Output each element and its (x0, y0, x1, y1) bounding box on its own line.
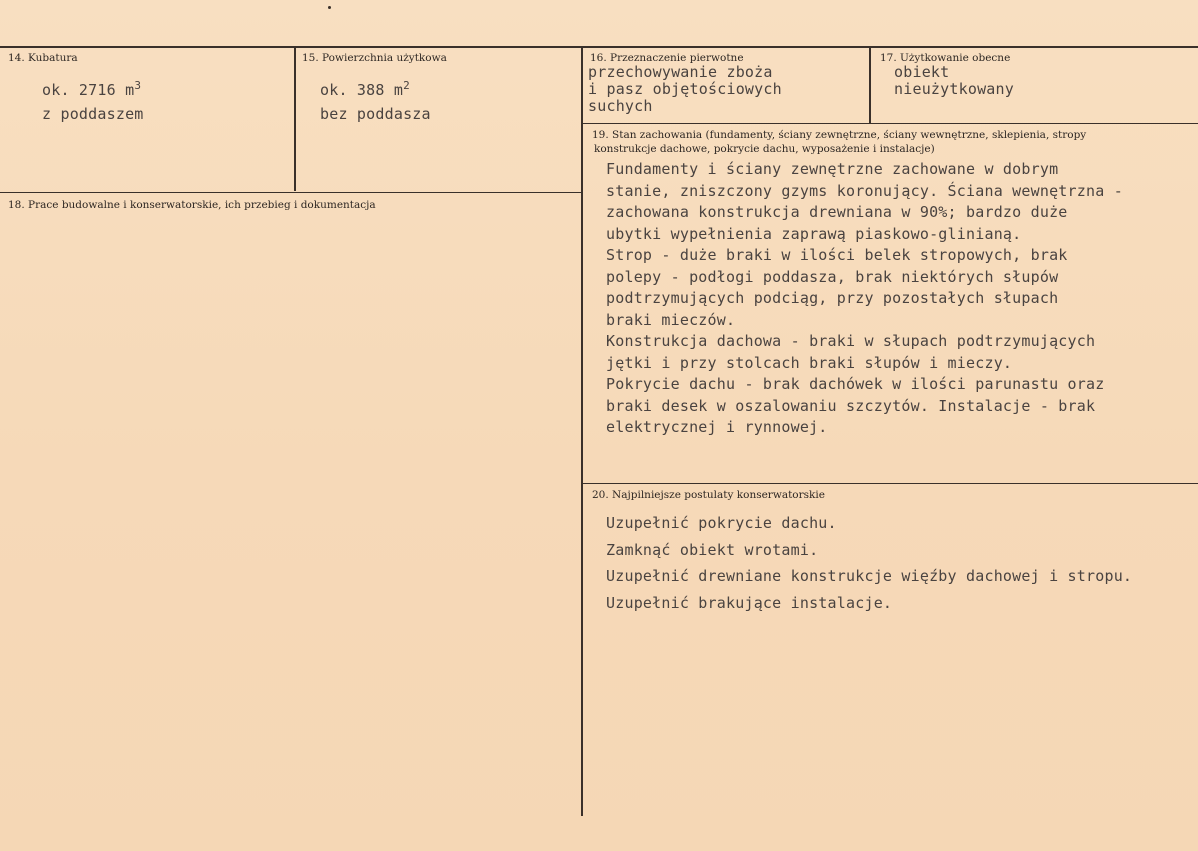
field-17-label: 17. Użytkowanie obecne (880, 52, 1011, 64)
field-19-line: ubytki wypełnienia zaprawą piaskowo-glinianą. (606, 224, 1022, 243)
field-14-value-text: ok. 2716 m (42, 81, 135, 99)
field-16-label: 16. Przeznaczenie pierwotne (590, 52, 744, 64)
rule-below-14-15 (0, 192, 582, 193)
field-14-note: z poddaszem (42, 105, 144, 123)
field-14-value-exponent: 3 (134, 79, 142, 92)
field-15-value (320, 79, 410, 99)
top-rule (0, 46, 1198, 48)
field-16-line: i pasz objętościowych (588, 80, 782, 98)
field-20-label: 20. Najpilniejsze postulaty konserwatorskie (592, 489, 825, 501)
divider-14-15 (294, 46, 296, 191)
ink-dot (328, 6, 331, 9)
field-16-line: suchych (588, 97, 653, 115)
field-17-value (894, 64, 1014, 98)
field-15-value-exponent: 2 (403, 79, 410, 92)
field-19-line: Fundamenty i ściany zewnętrzne zachowane w dobrym (606, 160, 1059, 178)
field-19-text (606, 159, 1123, 439)
field-19-label (592, 128, 1086, 156)
field-20-text (606, 510, 1132, 616)
field-18-label: 18. Prace budowalne i konserwatorskie, ich przebieg i dokumentacja (8, 199, 376, 211)
rule-below-16-17 (582, 123, 1198, 124)
rule-below-19 (582, 483, 1198, 484)
field-19-line: podtrzymujących podciąg, przy pozostałych słupach (606, 289, 1059, 307)
divider-16-17 (869, 46, 871, 124)
field-19-line: Konstrukcja dachowa - braki w słupach podtrzymujących (606, 332, 1096, 350)
field-19-line: polepy - podłogi poddasza, brak niektórych słupów (606, 267, 1059, 286)
field-19-label-line: 19. Stan zachowania (fundamenty, ściany zewnętrzne, ściany wewnętrzne, sklepienia, stropy (592, 129, 1087, 141)
field-19-line: braki mieczów. (606, 310, 736, 329)
field-20-line: Uzupełnić brakujące instalacje. (606, 593, 893, 612)
divider-left-right (581, 46, 583, 816)
field-15-note: bez poddasza (320, 105, 431, 123)
field-17-line: obiekt (894, 63, 950, 81)
field-19-label-line: konstrukcje dachowe, pokrycie dachu, wyposażenie i instalacje) (594, 143, 935, 155)
field-17-line: nieużytkowany (894, 80, 1014, 98)
field-20-line: Uzupełnić drewniane konstrukcje więźby dachowej i stropu. (606, 567, 1133, 585)
field-19-line: stanie, zniszczony gzyms koronujący. Ściana wewnętrzna - (606, 181, 1123, 200)
field-15-value-text: ok. 388 m (320, 81, 404, 99)
field-15-label: 15. Powierzchnia użytkowa (302, 52, 447, 64)
field-19-line: Pokrycie dachu - brak dachówek w ilości parunastu oraz (606, 375, 1105, 393)
field-19-line: braki desek w oszalowaniu szczytów. Instalacje - brak (606, 396, 1096, 415)
field-16-line: przechowywanie zboża (588, 63, 773, 81)
field-14-label: 14. Kubatura (8, 52, 78, 64)
field-20-line: Uzupełnić pokrycie dachu. (606, 514, 837, 532)
field-19-line: zachowana konstrukcja drewniana w 90%; bardzo duże (606, 203, 1068, 221)
field-14-value (42, 79, 141, 99)
field-16-value (588, 64, 782, 115)
field-19-line: elektrycznej i rynnowej. (606, 418, 828, 436)
field-19-line: jętki i przy stolcach braki słupów i mieczy. (606, 353, 1013, 372)
field-19-line: Strop - duże braki w ilości belek stropowych, brak (606, 246, 1068, 264)
field-20-line: Zamknąć obiekt wrotami. (606, 540, 819, 559)
